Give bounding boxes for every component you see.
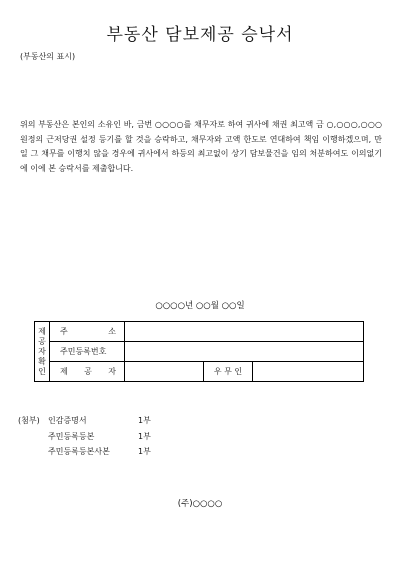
address-row xyxy=(35,322,364,342)
document-title: 부동산 담보제공 승낙서 xyxy=(106,25,294,45)
provider-name-field[interactable] xyxy=(125,362,204,382)
thumbprint-label: 우 무 인 xyxy=(204,362,253,382)
side-label-char: 자 xyxy=(38,346,46,356)
side-label-char: 확 xyxy=(38,356,46,366)
address-label xyxy=(50,322,125,342)
date-line: ○○○○년 ○○월 ○○일 xyxy=(155,301,245,311)
provider-label-char: 공 xyxy=(84,367,92,376)
address-label-char: 주 xyxy=(60,327,68,336)
attachment-qty: 1부 xyxy=(138,431,151,441)
side-label-char: 인 xyxy=(38,366,46,376)
address-field[interactable] xyxy=(125,322,364,342)
attachment-name: 주민등록등본 xyxy=(48,431,95,441)
rrn-row xyxy=(35,342,364,362)
rrn-label: 주민등록번호 xyxy=(50,342,125,362)
attachment-item xyxy=(18,413,151,429)
attachments-list xyxy=(18,413,151,460)
consent-body-text: 위의 부동산은 본인의 소유인 바, 금번 ○○○○를 채무자로 하여 귀사에 채권 최고액 금 ○,○○○,○○○원정의 근저당권 설정 등기를 할 것을 승락하고, 채무자와 고액 한도로 연대하여 책임 이행하겠으며, 만일 그 채무를 이행치 않을 경우에 귀사에서 하등의 최고없이 상기 담보물건을 임의 처분하여도 이의없기에 이에 본 승락서를 제출합니다. xyxy=(20,120,382,173)
side-label-char: 공 xyxy=(38,336,46,346)
property-description-label: (부동산의 표시) xyxy=(20,52,76,61)
provider-row xyxy=(35,362,364,382)
attachment-item xyxy=(18,429,151,445)
attachments-prefix: (첨부) xyxy=(18,416,40,425)
address-label-char: 소 xyxy=(108,327,116,336)
provider-label-char: 자 xyxy=(108,367,116,376)
provider-label xyxy=(50,362,125,382)
provider-confirmation-table xyxy=(34,321,364,382)
attachment-name: 인감증명서 xyxy=(48,416,87,425)
provider-label-char: 제 xyxy=(60,367,68,376)
provider-confirmation-side-label xyxy=(35,322,50,382)
side-label-char: 제 xyxy=(38,326,46,336)
attachment-qty: 1부 xyxy=(138,416,151,425)
rrn-field[interactable] xyxy=(125,342,364,362)
attachment-qty: 1부 xyxy=(138,447,151,456)
company-name: (주)○○○○ xyxy=(177,499,223,509)
thumbprint-field[interactable] xyxy=(253,362,364,382)
attachment-name: 주민등록등본사본 xyxy=(48,447,110,456)
attachment-item xyxy=(18,444,151,460)
